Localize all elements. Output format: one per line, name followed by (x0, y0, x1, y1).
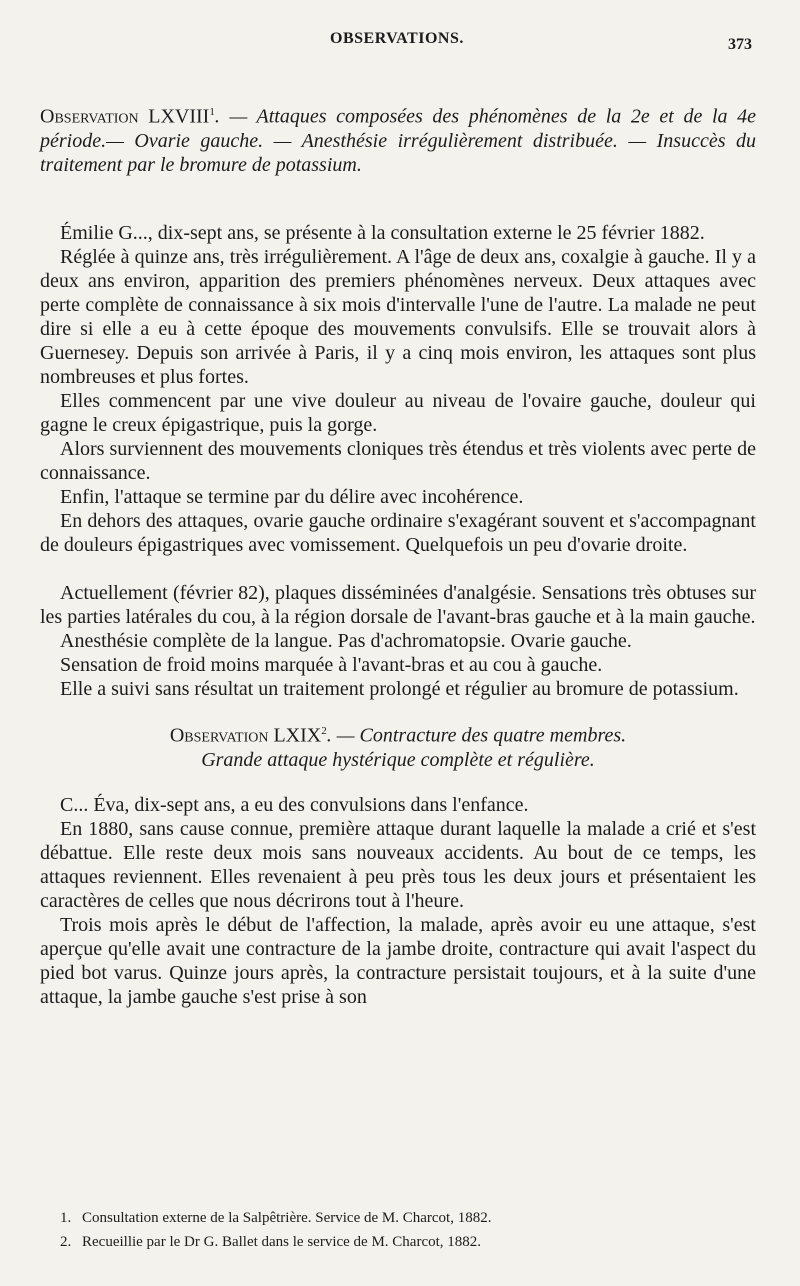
footnote-1 (60, 1206, 750, 1230)
paragraph: Anesthésie complète de la langue. Pas d'achromatopsie. Ovarie gauche. (60, 629, 632, 652)
paragraph: Enfin, l'attaque se termine par du délire avec incohérence. (60, 485, 524, 508)
footnote-ref-2: 2 (321, 724, 327, 737)
observation-69-title-line1: . — Contracture des quatre membres. (326, 724, 627, 747)
paragraph: C... Éva, dix-sept ans, a eu des convulsions dans l'enfance. (60, 794, 529, 817)
footnote-ref-1: 1 (209, 106, 215, 118)
observation-69-title-line2: Grande attaque hystérique complète et régulière. (201, 749, 595, 772)
observation-68-title: . — Attaques composées des phénomènes de la 2e et de la 4e période.— Ovarie gauche. — Anesthésie irrégulièrement distribuée. — Insuccès du traitement par le bromure de potassium. (40, 105, 757, 176)
paragraph: Elles commencent par une vive douleur au niveau de l'ovaire gauche, douleur qui gagne le creux épigastrique, puis la gorge. (40, 389, 756, 436)
footnote-text: Recueillie par le Dr G. Ballet dans le service de M. Charcot, 1882. (82, 1234, 482, 1250)
footnotes (60, 1206, 750, 1254)
footnote-number: 1. (60, 1210, 72, 1226)
paragraph: Sensation de froid moins marquée à l'avant-bras et au cou à gauche. (60, 653, 603, 676)
observation-69-heading (40, 719, 756, 774)
page-number: 373 (728, 36, 752, 53)
paragraph: Émilie G..., dix-sept ans, se présente à la consultation externe le 25 février 1882. (60, 221, 705, 244)
observation-68-label: Observation LXVIII (40, 105, 210, 128)
running-head: OBSERVATIONS. (330, 30, 464, 47)
page-body (40, 100, 756, 1009)
footnote-2 (60, 1230, 750, 1254)
observation-69-label: Observation LXIX (169, 724, 322, 747)
paragraph: Actuellement (février 82), plaques disséminées d'analgésie. Sensations très obtuses sur les parties latérales du cou, à la région dorsale de l'avant-bras gauche et à la main gauche. (40, 581, 756, 628)
section-gap (40, 557, 756, 581)
paragraph: Réglée à quinze ans, très irrégulièrement. A l'âge de deux ans, coxalgie à gauche. Il y a deux ans environ, apparition des premiers phénomènes nerveux. Deux attaques avec perte complète de connaissance à six mois d'intervalle l'une de l'autre. La malade ne peut dire si elle a eu à cette époque des mouvements convulsifs. Elle se trouvait alors à Guernesey. Depuis son arrivée à Paris, il y a cinq mois environ, les attaques sont plus nombreuses et plus fortes. (40, 245, 756, 388)
footnote-text: Consultation externe de la Salpêtrière. Service de M. Charcot, 1882. (82, 1210, 492, 1226)
footnote-number: 2. (60, 1234, 72, 1250)
paragraph: Elle a suivi sans résultat un traitement prolongé et régulier au bromure de potassium. (60, 677, 739, 700)
paragraph: Trois mois après le début de l'affection, la malade, après avoir eu une attaque, s'est aperçue qu'elle avait une contracture de la jambe droite, contracture qui avait l'aspect du pied bot varus. Quinze jours après, la contracture persistait toujours, et à la suite d'une attaque, la jambe gauche s'est prise à son (40, 914, 756, 1009)
paragraph: En dehors des attaques, ovarie gauche ordinaire s'exagérant souvent et s'accompagnant de douleurs épigastriques avec vomissement. Quelquefois un peu d'ovarie droite. (40, 509, 756, 556)
paragraph: En 1880, sans cause connue, première attaque durant laquelle la malade a crié et s'est débattue. Elle reste deux mois sans nouveaux accidents. Au bout de ce temps, les attaques reviennent. Elles revenaient à peu près tous les deux jours et présentaient les caractères de celles que nous décrirons tout à l'heure. (40, 818, 756, 913)
observation-68-heading (40, 100, 756, 177)
paragraph: Alors surviennent des mouvements cloniques très étendus et très violents avec perte de connaissance. (40, 437, 756, 484)
